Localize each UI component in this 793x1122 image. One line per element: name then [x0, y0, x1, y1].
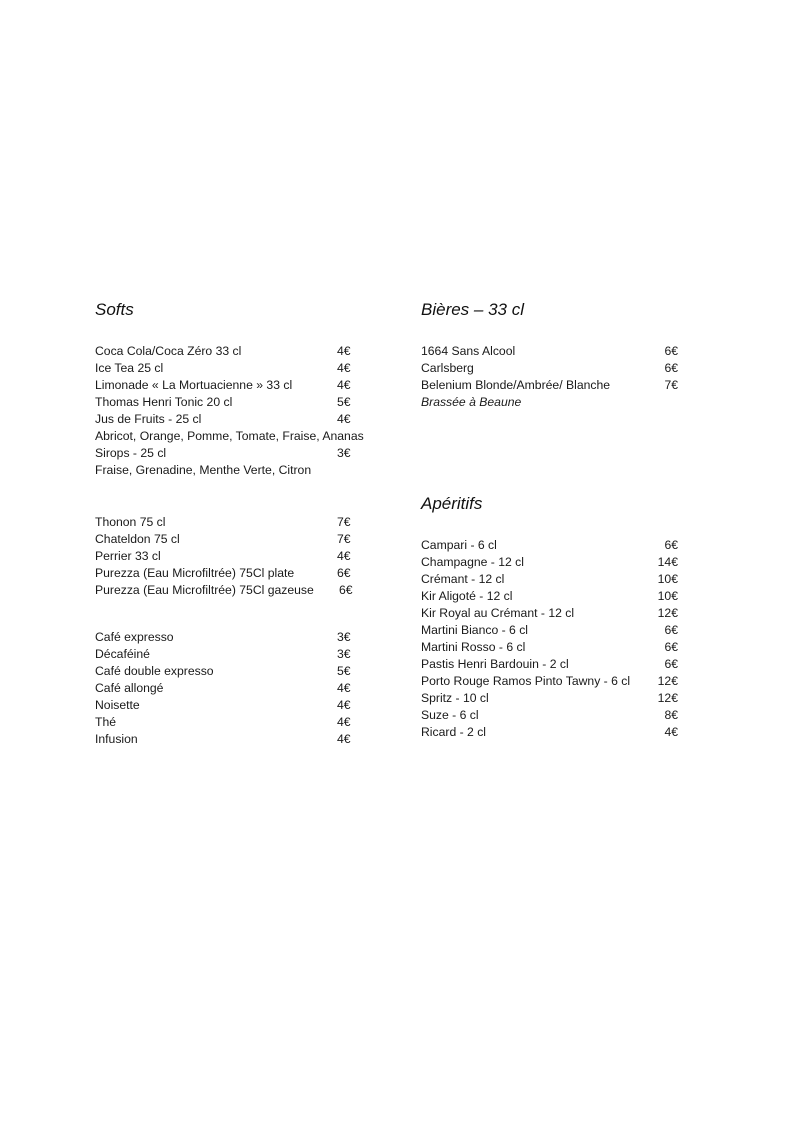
- item-price: 3€: [337, 647, 351, 661]
- item-price: 6€: [664, 623, 678, 637]
- item-name: Belenium Blonde/Ambrée/ Blanche: [421, 378, 611, 392]
- menu-item: [421, 605, 681, 622]
- menu-item: [95, 411, 375, 428]
- item-price: 12€: [657, 691, 678, 705]
- item-name: Jus de Fruits - 25 cl: [95, 412, 202, 426]
- item-price: 10€: [657, 572, 678, 586]
- item-name: 1664 Sans Alcool: [421, 344, 516, 358]
- hot-drinks-list: [95, 629, 375, 748]
- menu-item: [95, 514, 375, 531]
- item-name: Café expresso: [95, 630, 174, 644]
- menu-item: [421, 639, 681, 656]
- menu-item-detail: [95, 428, 375, 445]
- softs-title: Softs: [95, 300, 134, 319]
- item-name: Fraise, Grenadine, Menthe Verte, Citron: [95, 463, 312, 477]
- item-price: 7€: [664, 378, 678, 392]
- menu-item: [95, 565, 375, 582]
- item-price: 4€: [337, 412, 351, 426]
- item-name: Thé: [95, 715, 117, 729]
- menu-item-detail: [95, 462, 375, 479]
- menu-item: [421, 571, 681, 588]
- item-price: 12€: [657, 606, 678, 620]
- item-name: Coca Cola/Coca Zéro 33 cl: [95, 344, 242, 358]
- menu-item: [95, 714, 375, 731]
- item-price: 6€: [337, 566, 351, 580]
- item-name: Pastis Henri Bardouin - 2 cl: [421, 657, 569, 671]
- menu-item: [421, 673, 681, 690]
- item-name: Infusion: [95, 732, 138, 746]
- item-name: Martini Bianco - 6 cl: [421, 623, 529, 637]
- item-name: Ricard - 2 cl: [421, 725, 487, 739]
- item-name: Café allongé: [95, 681, 164, 695]
- item-name: Crémant - 12 cl: [421, 572, 505, 586]
- item-name: Carlsberg: [421, 361, 474, 375]
- menu-item: [421, 724, 681, 741]
- menu-item: [95, 629, 375, 646]
- beers-title: Bières – 33 cl: [421, 300, 524, 319]
- item-price: 5€: [337, 664, 351, 678]
- item-price: 6€: [664, 640, 678, 654]
- softs-list: [95, 343, 375, 479]
- item-price: 6€: [339, 583, 353, 597]
- item-name: Suze - 6 cl: [421, 708, 479, 722]
- item-price: 14€: [657, 555, 678, 569]
- menu-item: [95, 582, 375, 599]
- menu-item: [95, 343, 375, 360]
- menu-item: [95, 360, 375, 377]
- menu-item: [421, 343, 681, 360]
- item-price: 4€: [337, 378, 351, 392]
- menu-item: [95, 531, 375, 548]
- item-name: Campari - 6 cl: [421, 538, 497, 552]
- menu-item: [95, 663, 375, 680]
- menu-item: [95, 377, 375, 394]
- item-price: 4€: [337, 681, 351, 695]
- beer-note: [421, 394, 681, 411]
- menu-item: [421, 656, 681, 673]
- menu-item: [421, 707, 681, 724]
- item-price: 3€: [337, 446, 351, 460]
- item-price: 3€: [337, 630, 351, 644]
- item-name: Kir Royal au Crémant - 12 cl: [421, 606, 575, 620]
- menu-item: [421, 360, 681, 377]
- beers-list: [421, 343, 681, 411]
- menu-item: [95, 697, 375, 714]
- menu-item: [95, 394, 375, 411]
- item-name: Abricot, Orange, Pomme, Tomate, Fraise, Ananas: [95, 429, 364, 443]
- menu-item: [421, 622, 681, 639]
- item-price: 6€: [664, 344, 678, 358]
- brewery-note: Brassée à Beaune: [421, 395, 522, 409]
- item-name: Martini Rosso - 6 cl: [421, 640, 526, 654]
- item-name: Décaféiné: [95, 647, 150, 661]
- menu-item: [95, 731, 375, 748]
- menu-item: [421, 690, 681, 707]
- item-price: 8€: [664, 708, 678, 722]
- menu-item: [421, 377, 681, 394]
- item-price: 12€: [657, 674, 678, 688]
- menu-item: [421, 588, 681, 605]
- item-price: 6€: [664, 361, 678, 375]
- item-price: 4€: [337, 549, 351, 563]
- aperitifs-list: [421, 537, 681, 741]
- item-price: 10€: [657, 589, 678, 603]
- item-name: Chateldon 75 cl: [95, 532, 180, 546]
- menu-item: [95, 680, 375, 697]
- menu-item: [95, 548, 375, 565]
- menu-item: [95, 445, 375, 462]
- item-price: 5€: [337, 395, 351, 409]
- menu-item: [421, 554, 681, 571]
- waters-list: [95, 514, 375, 599]
- item-name: Ice Tea 25 cl: [95, 361, 164, 375]
- item-price: 7€: [337, 532, 351, 546]
- item-name: Spritz - 10 cl: [421, 691, 489, 705]
- item-name: Noisette: [95, 698, 140, 712]
- item-price: 7€: [337, 515, 351, 529]
- item-name: Café double expresso: [95, 664, 214, 678]
- menu-item: [421, 537, 681, 554]
- item-name: Purezza (Eau Microfiltrée) 75Cl gazeuse: [95, 583, 314, 597]
- item-name: Thonon 75 cl: [95, 515, 166, 529]
- item-name: Thomas Henri Tonic 20 cl: [95, 395, 233, 409]
- item-price: 6€: [664, 657, 678, 671]
- item-price: 4€: [337, 361, 351, 375]
- item-name: Kir Aligoté - 12 cl: [421, 589, 513, 603]
- item-price: 4€: [664, 725, 678, 739]
- aperitifs-title: Apéritifs: [421, 494, 483, 513]
- item-name: Purezza (Eau Microfiltrée) 75Cl plate: [95, 566, 295, 580]
- item-price: 6€: [664, 538, 678, 552]
- item-price: 4€: [337, 344, 351, 358]
- menu-item: [95, 646, 375, 663]
- item-price: 4€: [337, 698, 351, 712]
- item-name: Sirops - 25 cl: [95, 446, 167, 460]
- item-price: 4€: [337, 732, 351, 746]
- item-name: Limonade « La Mortuacienne » 33 cl: [95, 378, 293, 392]
- item-name: Perrier 33 cl: [95, 549, 161, 563]
- item-price: 4€: [337, 715, 351, 729]
- item-name: Porto Rouge Ramos Pinto Tawny - 6 cl: [421, 674, 631, 688]
- item-name: Champagne - 12 cl: [421, 555, 524, 569]
